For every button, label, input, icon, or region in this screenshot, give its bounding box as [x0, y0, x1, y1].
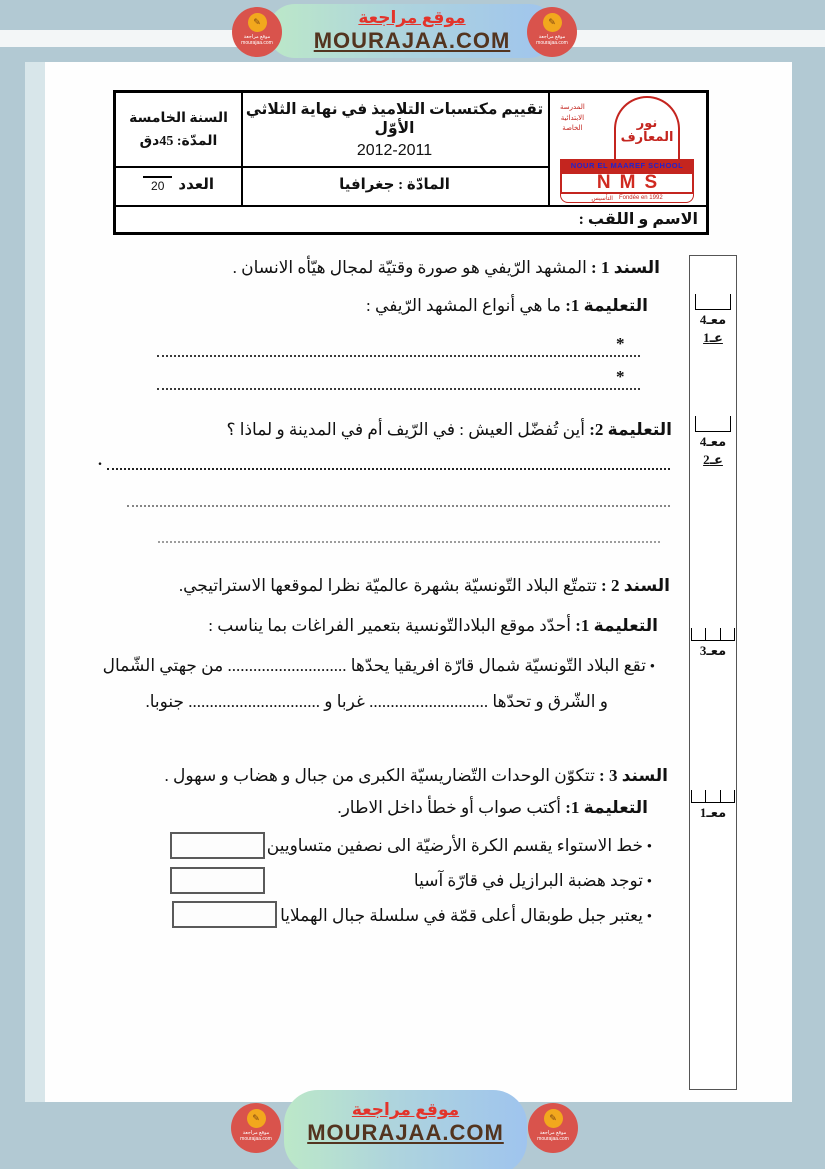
badge-text-ar: موقع مراجعة — [538, 35, 566, 40]
answer-line — [107, 468, 670, 470]
badge-text-ar: موقع مراجعة — [539, 1131, 567, 1136]
name-label: الاسم و اللقب : — [578, 210, 698, 228]
true-false-text: خط الاستواء يقسم الكرة الأرضيّة الى نصفين متساويين — [266, 836, 643, 855]
subject-cell — [241, 166, 548, 203]
support3-line — [164, 766, 668, 786]
badge-pen-icon — [543, 13, 562, 32]
fill-blank-line — [125, 692, 608, 712]
instruction-s3-line — [337, 798, 648, 818]
badge-text-url: mourajaa.com — [537, 1136, 569, 1142]
site-badge — [232, 7, 282, 57]
support3-label: السند 3 : — [599, 766, 668, 785]
badge-text-url: mourajaa.com — [536, 40, 568, 46]
grading-mark-4 — [690, 790, 736, 821]
support2-line — [178, 576, 670, 596]
site-url-link[interactable]: MOURAJAA.COM — [307, 1120, 504, 1145]
logo-founded-line — [560, 194, 694, 203]
badge-pen-icon — [247, 1109, 266, 1128]
criterion-code: معـ4 — [699, 434, 727, 449]
instruction-s2-label: التعليمة 1: — [575, 616, 658, 635]
site-badge — [528, 1103, 578, 1153]
logo-side-line: الابتدائية — [560, 114, 585, 122]
answer-box — [170, 867, 265, 894]
instruction2-text: أين تُفضّل العيش : في الرّيف أم في المدينة و لماذا ؟ — [226, 420, 585, 439]
grade-duration-cell — [116, 93, 241, 166]
support2-text: تتمتّع البلاد التّونسيّة بشهرة عالميّة نظرا لموقعها الاستراتيجي. — [178, 576, 597, 595]
instruction1-line — [253, 296, 648, 316]
true-false-text: يعتبر جبل طوبقال أعلى قمّة في سلسلة جبال الهملايا — [280, 906, 643, 925]
badge-text-ar: موقع مراجعة — [243, 35, 271, 40]
founded-ar: التأسيس — [591, 195, 613, 202]
criterion-code: معـ3 — [699, 643, 727, 658]
true-false-item — [395, 871, 652, 891]
grading-mark-1 — [690, 294, 736, 346]
logo-side-line: الخاصة — [562, 125, 583, 132]
school-logo — [558, 95, 696, 201]
site-name-arabic: موقع مراجعة — [351, 1100, 460, 1119]
fill-blank-text: تقع البلاد التّونسيّة شمال قارّة افريقيا يحدّها ............................ من جهتي الشّمال — [102, 656, 646, 675]
duration: المدّة: 45دق — [139, 133, 218, 149]
answer-line-period: . — [98, 452, 102, 469]
logo-calligraphy: نور المعارف — [620, 114, 674, 144]
answer-line — [157, 388, 640, 390]
name-row — [116, 205, 706, 232]
instruction-s3-text: أكتب صواب أو خطأ داخل الاطار. — [337, 798, 561, 817]
true-false-item — [266, 836, 652, 856]
support1-line — [232, 258, 660, 278]
criterion-code: معـ4 — [699, 312, 727, 327]
answer-line — [127, 505, 670, 507]
site-url-link[interactable]: MOURAJAA.COM — [313, 28, 511, 53]
instruction-s2-line — [208, 616, 658, 636]
badge-pen-icon — [544, 1109, 563, 1128]
badge-text-url: mourajaa.com — [240, 1136, 272, 1142]
top-banner — [268, 4, 556, 58]
badge-text-ar: موقع مراجعة — [242, 1131, 270, 1136]
score-total: 20 — [143, 176, 172, 193]
support1-label: السند 1 : — [591, 258, 660, 277]
badge-pen-icon — [248, 13, 267, 32]
fill-blank-text: و الشّرق و تحدّها ............................ غربا و ............................... جنوبا. — [145, 692, 608, 711]
fill-blank-line — [102, 656, 655, 676]
school-abbr: NMS — [596, 172, 667, 193]
grading-mark-2 — [690, 416, 736, 468]
instruction-s2-text: أحدّد موقع البلادالتّونسية بتعمير الفراغات بما يناسب : — [208, 616, 571, 635]
grade-level: السنة الخامسة — [129, 110, 228, 126]
score-bracket-icon — [695, 416, 731, 432]
criterion-code: معـ1 — [699, 805, 727, 820]
grading-mark-3 — [690, 628, 736, 659]
support2-label: السند 2 : — [601, 576, 670, 595]
score-bracket-icon — [695, 294, 731, 310]
instruction2-line — [226, 420, 672, 440]
exam-header-table — [113, 90, 709, 235]
true-false-item — [280, 906, 652, 926]
site-badge — [231, 1103, 281, 1153]
exam-title: تقييم مكتسبات التلاميذ في نهاية الثلاثي الأوّل — [245, 100, 544, 137]
site-name-arabic: موقع مراجعة — [358, 8, 466, 27]
instruction1-label: التعليمة 1: — [565, 296, 648, 315]
page-edge-strip — [25, 62, 45, 1102]
instruction2-label: التعليمة 2: — [589, 420, 672, 439]
score-cells-icon — [691, 790, 735, 803]
score-cell — [116, 166, 241, 203]
grading-column — [689, 255, 737, 1090]
instruction-s3-label: التعليمة 1: — [565, 798, 648, 817]
logo-dome-icon — [614, 96, 680, 162]
answer-box — [172, 901, 277, 928]
true-false-text: توجد هضبة البرازيل في قارّة آسيا — [413, 871, 643, 890]
answer-star: * — [616, 367, 625, 386]
item-code: عـ1 — [703, 330, 723, 345]
logo-side-text — [560, 103, 585, 135]
answer-line — [158, 541, 660, 543]
support3-text: تتكوّن الوحدات التّضاريسيّة الكبرى من جبال و هضاب و سهول . — [164, 766, 595, 785]
badge-text-url: mourajaa.com — [241, 40, 273, 46]
logo-ribbon — [560, 159, 694, 172]
score-cells-icon — [691, 628, 735, 641]
item-code: عـ2 — [703, 452, 723, 467]
school-name-en: NOUR EL MAAREF SCHOOL — [570, 161, 684, 170]
score-label: العدد — [178, 177, 214, 193]
answer-star: * — [616, 334, 625, 353]
school-year: 2012-2011 — [356, 141, 433, 159]
school-logo-cell — [548, 93, 706, 203]
logo-side-line: المدرسة — [560, 104, 585, 111]
support1-text: المشهد الرّيفي هو صورة وقتيّة لمجال هيّأه الانسان . — [232, 258, 587, 277]
answer-box — [170, 832, 265, 859]
subject-label: المادّة : جغرافيا — [339, 177, 450, 193]
instruction1-text: ما هي أنواع المشهد الرّيفي : — [366, 296, 561, 315]
site-badge — [527, 7, 577, 57]
bottom-banner — [284, 1090, 527, 1169]
logo-abbr-box — [560, 172, 694, 194]
answer-line — [157, 355, 640, 357]
exam-title-cell — [241, 93, 548, 166]
founded-fr: Fondée en 1992 — [618, 195, 663, 201]
